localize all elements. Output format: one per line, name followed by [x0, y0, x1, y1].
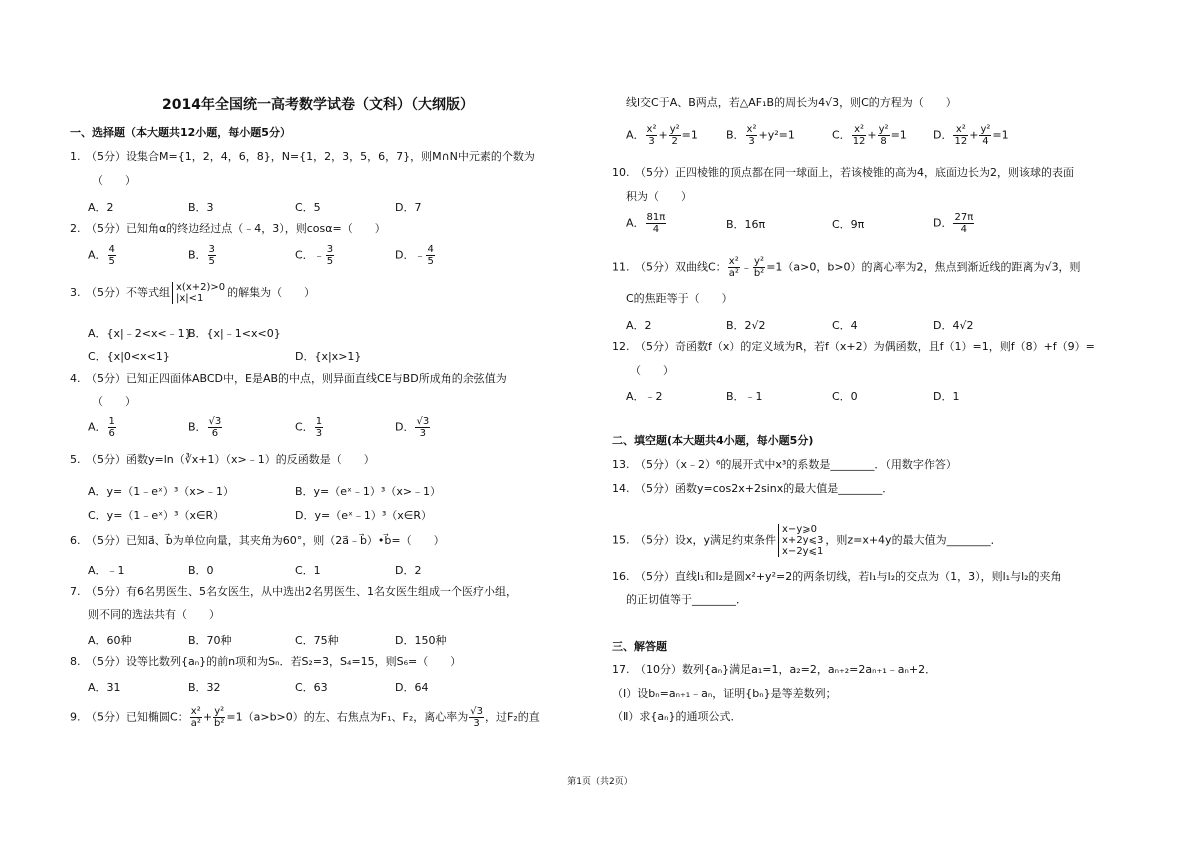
q7-option-a: A．60种 [88, 634, 132, 647]
q2-stem: 2. （5分）已知角α的终边经过点（﹣4，3），则cosα=（ ） [70, 222, 386, 235]
q12-stem: 12. （5分）奇函数f（x）的定义域为R，若f（x+2）为偶函数，且f（1）=1，则f（8）+f（9）= [612, 340, 1095, 353]
q7-option-d: D．150种 [395, 634, 447, 647]
q11-stem-line1 [612, 256, 1081, 279]
q11-f2-den: b² [753, 268, 765, 279]
q9-f2-den: b² [214, 718, 225, 729]
q9-e-num: √3 [470, 706, 483, 717]
q10-d-label: D． [933, 216, 953, 230]
q11-option-c: C．4 [832, 319, 858, 332]
q8-option-b: B．32 [188, 681, 221, 694]
q9-stem-pre: 9. （5分）已知椭圆C： [70, 710, 189, 724]
q9-a-f1-num: x² [646, 124, 657, 135]
q4-c-num: 1 [315, 416, 323, 427]
q15-stem [612, 524, 1002, 557]
q9-d-f2-num: y² [980, 124, 991, 135]
q4-b-num: √3 [208, 416, 222, 427]
q7-option-b: B．70种 [188, 634, 232, 647]
q10-option-a [626, 212, 667, 235]
q12-option-c: C．0 [832, 390, 858, 403]
q8-option-c: C．63 [295, 681, 328, 694]
q9-option-c: C． $\frac{\text{x²}}{12}$ + $\frac{\text{y²}}{8}$ =1 [832, 124, 907, 147]
q1-option-d: D．7 [395, 201, 422, 214]
q4-c-den: 3 [315, 428, 323, 439]
q7-option-c: C．75种 [295, 634, 339, 647]
q4-d-den: 3 [419, 428, 427, 439]
q15-stem-pre: 15. （5分）设x，y满足约束条件 [612, 533, 777, 547]
q5-option-b: B．y=（eˣ﹣1）³（x>﹣1） [295, 485, 442, 498]
q16-stem-line1: 16. （5分）直线l₁和l₂是圆x²+y²=2的两条切线，若l₁与l₂的交点为（1，3），则l₁与l₂的夹角 [612, 570, 1062, 583]
q4-option-b [188, 416, 223, 439]
q11-option-b: B．2√2 [726, 319, 766, 332]
q9-stem-line1 [70, 706, 540, 729]
q9-a-f1-den: 3 [648, 136, 655, 147]
q6-stem: 6. （5分）已知a⃗、b⃗为单位向量，其夹角为60°，则（2a⃗﹣b⃗）•b⃗=（ ） [70, 534, 445, 547]
q5-option-a: A．y=（1﹣eˣ）³（x>﹣1） [88, 485, 235, 498]
q2-a-den: 5 [108, 256, 115, 267]
q11-option-d: D．4√2 [933, 319, 974, 332]
q6-option-d: D．2 [395, 564, 422, 577]
q9-c-tail: =1 [890, 128, 907, 142]
q4-a-num: 1 [108, 416, 115, 427]
section-answer-heading: 三、解答题 [612, 640, 667, 653]
q14-stem: 14. （5分）函数y=cos2x+2sinx的最大值是________． [612, 482, 894, 495]
q4-paren: （ ） [92, 395, 136, 408]
q2-a-label: A． [88, 248, 107, 262]
q10-option-c: C．9π [832, 218, 865, 231]
q9-c-f2-num: y² [878, 124, 889, 135]
q9-d-f1-den: 12 [954, 136, 968, 147]
q2-d-num: 4 [427, 244, 434, 255]
q10-a-den: 4 [652, 224, 660, 235]
q12-paren: （ ） [630, 364, 674, 377]
q17-stem: 17. （10分）数列{aₙ}满足a₁=1，a₂=2，aₙ₊₂=2aₙ₊₁﹣aₙ+2． [612, 663, 937, 676]
q9-b-f1-num: x² [746, 124, 757, 135]
q12-option-d: D．1 [933, 390, 960, 403]
page-title: 2014年全国统一高考数学试卷（文科）（大纲版） [162, 97, 474, 113]
q2-option-a [88, 244, 117, 267]
q15-constraint-2: x+2y⩽3 [782, 535, 824, 546]
q11-f1-den: a² [728, 268, 739, 279]
q9-c-f1-den: 12 [852, 136, 866, 147]
q8-option-d: D．64 [395, 681, 429, 694]
q2-d-label: D．﹣ [395, 248, 426, 262]
q12-option-b: B．﹣1 [726, 390, 763, 403]
q11-option-a: A．2 [626, 319, 652, 332]
q17-part2: （Ⅱ）求{aₙ}的通项公式． [612, 710, 742, 723]
q6-option-a: A．﹣1 [88, 564, 125, 577]
q15-stem-post: ，则z=x+4y的最大值为________． [825, 533, 1002, 547]
q9-stem-mid: =1（a>b>0）的左、右焦点为F₁、F₂，离心率为 [226, 710, 469, 724]
section-choice-heading: 一、选择题（本大题共12小题，每小题5分） [70, 126, 291, 139]
q5-option-c: C．y=（1﹣eˣ）³（x∈R） [88, 509, 225, 522]
q2-b-num: 3 [208, 244, 215, 255]
q17-part1: （Ⅰ）设bₙ=aₙ₊₁﹣aₙ，证明{bₙ}是等差数列； [612, 687, 837, 700]
q11-stem-post: =1（a>0，b>0）的离心率为2，焦点到渐近线的距离为√3，则 [766, 260, 1081, 274]
q7-stem-line1: 7. （5分）有6名男医生、5名女医生，从中选出2名男医生、1名女医生组成一个医疗小组， [70, 585, 517, 598]
q5-stem: 5. （5分）函数y=ln（∛x+1）（x>﹣1）的反函数是（ ） [70, 453, 375, 466]
page-footer: 第1页（共2页） [567, 777, 633, 787]
q9-a-f2-den: 2 [671, 136, 678, 147]
q7-stem-line2: 则不同的选法共有（ ） [88, 608, 220, 621]
q8-stem: 8. （5分）设等比数列{aₙ}的前n项和为Sₙ．若S₂=3，S₄=15，则S₆=（ ） [70, 655, 462, 668]
q10-d-den: 4 [960, 224, 968, 235]
q1-stem: 1. （5分）设集合M={1，2，4，6，8}，N={1，2，3，5，6，7}，则M∩N中元素的个数为 [70, 150, 535, 163]
q9-d-f1-num: x² [953, 124, 968, 136]
q12-option-a: A．﹣2 [626, 390, 663, 403]
q10-option-b: B．16π [726, 218, 766, 231]
q3-system [172, 282, 225, 304]
q3-option-b: B．{x|﹣1<x<0} [188, 327, 281, 340]
q3-sys1: x(x+2)>0 [176, 282, 226, 293]
q9-stem-line2: 线l交C于A、B两点，若△AF₁B的周长为4√3，则C的方程为（ ） [626, 96, 957, 109]
q10-option-d [933, 212, 975, 235]
q2-d-den: 5 [427, 256, 434, 267]
q9-f1-num: x² [190, 706, 201, 717]
q2-b-den: 5 [208, 256, 215, 267]
q4-d-label: D． [395, 420, 415, 434]
q10-d-num: 27π [954, 212, 974, 223]
q13-stem: 13. （5分）（x﹣2）⁶的展开式中x³的系数是________．（用数字作答） [612, 458, 957, 471]
q4-c-label: C． [295, 420, 314, 434]
q9-d-label: D． [933, 128, 953, 142]
q4-option-a [88, 416, 117, 439]
q2-c-num: 3 [326, 244, 334, 255]
q9-a-tail: =1 [681, 128, 698, 142]
q9-f2-num: y² [214, 706, 225, 717]
q8-option-a: A．31 [88, 681, 121, 694]
q9-plus: + [202, 710, 213, 724]
q2-c-den: 5 [326, 256, 334, 267]
q4-a-label: A． [88, 420, 107, 434]
q9-d-tail: =1 [992, 128, 1009, 142]
section-fill-heading: 二、填空题(本大题共4小题，每小题5分) [612, 434, 814, 447]
q3-stem-post: 的解集为（ ） [227, 286, 316, 299]
q9-d-f2-den: 4 [982, 136, 989, 147]
q9-a-label: A． [626, 128, 645, 142]
q3-sys2: |x|<1 [176, 293, 204, 304]
q4-a-den: 6 [108, 428, 115, 439]
q6-option-b: B．0 [188, 564, 214, 577]
q6-option-c: C．1 [295, 564, 321, 577]
q3-stem-pre: 3. （5分）不等式组 [70, 286, 170, 299]
q1-option-b: B．3 [188, 201, 214, 214]
q9-option-d: D． $\frac{\text{x²}}{12}$ + $\frac{\text{y²}}{4}$ =1 [933, 124, 1009, 147]
q3-option-c: C．{x|0<x<1} [88, 350, 170, 363]
q11-stem-line2: C的焦距等于（ ） [626, 292, 733, 305]
q11-f2-num: y² [754, 256, 764, 267]
q3-option-a: A．{x|﹣2<x<﹣1} [88, 327, 192, 340]
q5-option-d: D．y=（eˣ﹣1）³（x∈R） [295, 509, 432, 522]
q9-b-label: B． [726, 128, 745, 142]
q9-stem-post: ，过F₂的直 [484, 710, 540, 724]
q2-option-d [395, 244, 436, 267]
q15-constraint-3: x−2y⩽1 [782, 546, 824, 557]
q2-option-b [188, 244, 217, 267]
q15-constraint-1: x−y⩾0 [782, 524, 817, 535]
q9-option-a: A． $\frac{\text{x²}}{3}$ + $\frac{\text{y²}}{2}$ =1 [626, 124, 698, 147]
q9-e-den: 3 [473, 718, 480, 729]
q9-a-f2-num: y² [669, 124, 680, 135]
q4-option-c [295, 416, 324, 439]
q9-b-f1-den: 3 [748, 136, 755, 147]
q9-c-f2-den: 8 [880, 136, 887, 147]
q4-d-num: √3 [416, 416, 430, 427]
q3-option-d: D．{x|x>1} [295, 350, 362, 363]
q10-stem-line2: 积为（ ） [626, 190, 692, 203]
q9-f1-den: a² [190, 718, 201, 729]
q15-constraints [778, 524, 823, 557]
q11-minus: ﹣ [740, 260, 752, 274]
q2-b-label: B． [188, 248, 207, 262]
q3-stem [70, 282, 315, 304]
q2-option-c [295, 244, 335, 267]
q9-option-b [726, 124, 795, 147]
q4-b-label: B． [188, 420, 207, 434]
q2-a-num: 4 [108, 244, 115, 255]
q1-option-a: A．2 [88, 201, 114, 214]
q9-c-label: C． [832, 128, 851, 142]
q4-stem: 4. （5分）已知正四面体ABCD中，E是AB的中点，则异面直线CE与BD所成角的余弦值为 [70, 372, 507, 385]
q1-option-c: C．5 [295, 201, 321, 214]
q9-b-tail: +y²=1 [758, 128, 795, 142]
q10-a-num: 81π [646, 212, 666, 223]
q10-a-label: A． [626, 216, 645, 230]
q9-c-f1-num: x² [852, 124, 867, 136]
q4-option-d [395, 416, 431, 439]
q11-f1-num: x² [728, 256, 739, 267]
q11-stem-pre: 11. （5分）双曲线C： [612, 260, 727, 274]
q10-stem-line1: 10. （5分）正四棱锥的顶点都在同一球面上，若该棱锥的高为4，底面边长为2，则该球的表面 [612, 166, 1074, 179]
q4-b-den: 6 [211, 428, 219, 439]
q1-paren: （ ） [92, 174, 136, 187]
q2-c-label: C．﹣ [295, 248, 325, 262]
q16-stem-line2: 的正切值等于________． [626, 593, 747, 606]
